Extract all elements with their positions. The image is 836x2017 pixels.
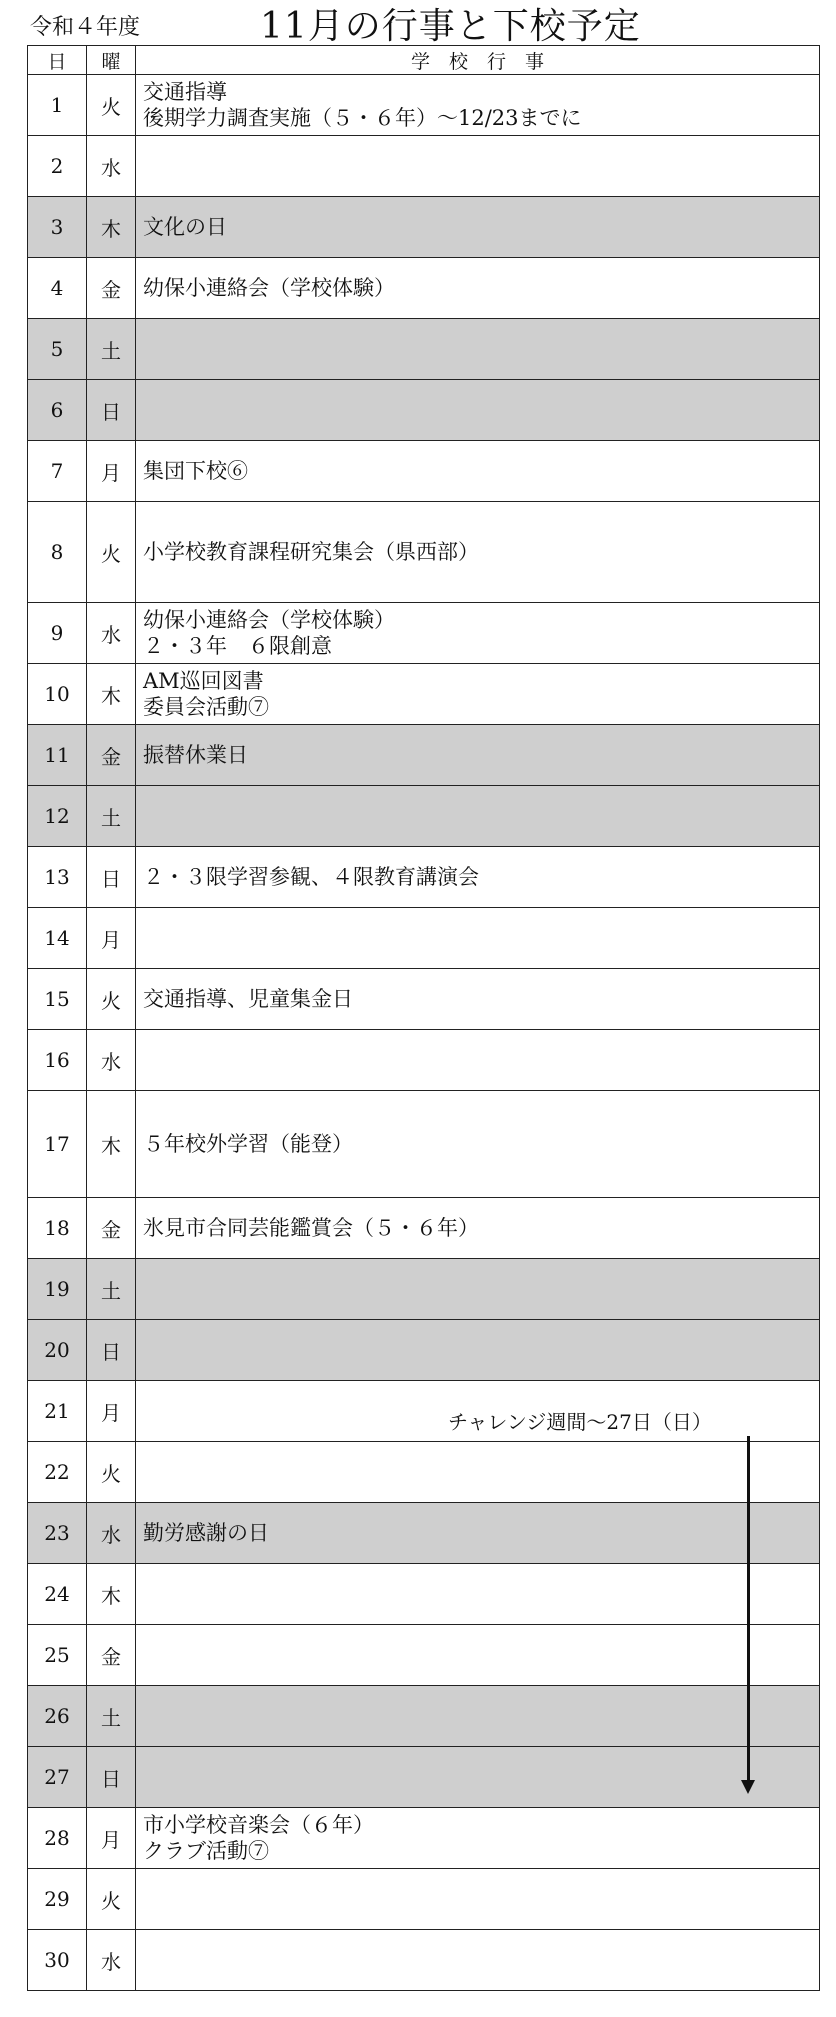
day-cell: 15: [28, 969, 87, 1030]
day-cell: 3: [28, 197, 87, 258]
day-cell: 30: [28, 1930, 87, 1991]
events-cell: [136, 1686, 820, 1747]
events-cell: [136, 197, 820, 258]
event-text: ２・３限学習参観、４限教育講演会: [143, 865, 479, 889]
events-cell: [136, 664, 820, 725]
col-header-events: 学 校 行 事: [136, 46, 820, 75]
weekday-cell: 月: [87, 1381, 136, 1442]
events-cell: [136, 1442, 820, 1503]
weekday-cell: 日: [87, 1320, 136, 1381]
event-text: 交通指導、児童集金日: [143, 987, 353, 1011]
day-cell: 9: [28, 603, 87, 664]
table-row: [28, 1869, 820, 1930]
table-row: [28, 786, 820, 847]
events-cell: [136, 1747, 820, 1808]
event-text: クラブ活動⑦: [143, 1839, 269, 1863]
day-cell: 29: [28, 1869, 87, 1930]
weekday-cell: 水: [87, 1503, 136, 1564]
weekday-cell: 日: [87, 1747, 136, 1808]
weekday-cell: 火: [87, 1442, 136, 1503]
table-row: [28, 1442, 820, 1503]
table-row: [28, 847, 820, 908]
day-cell: 28: [28, 1808, 87, 1869]
table-row: [28, 603, 820, 664]
table-row: [28, 908, 820, 969]
day-cell: 11: [28, 725, 87, 786]
events-cell: [136, 1808, 820, 1869]
weekday-cell: 日: [87, 380, 136, 441]
page-title: 11月の行事と下校予定: [260, 6, 641, 47]
events-cell: [136, 1503, 820, 1564]
table-row: [28, 1320, 820, 1381]
weekday-cell: 月: [87, 908, 136, 969]
day-cell: 4: [28, 258, 87, 319]
event-text: 幼保小連絡会（学校体験）: [143, 276, 395, 300]
day-cell: 17: [28, 1091, 87, 1198]
table-row: [28, 1625, 820, 1686]
weekday-cell: 月: [87, 1808, 136, 1869]
day-cell: 2: [28, 136, 87, 197]
events-cell: [136, 75, 820, 136]
events-cell: [136, 380, 820, 441]
events-cell: [136, 1198, 820, 1259]
event-text: 氷見市合同芸能鑑賞会（５・６年）: [143, 1216, 479, 1240]
table-row: [28, 1686, 820, 1747]
table-row: [28, 664, 820, 725]
table-row: [28, 1930, 820, 1991]
weekday-cell: 水: [87, 603, 136, 664]
weekday-cell: 火: [87, 969, 136, 1030]
day-cell: 25: [28, 1625, 87, 1686]
events-cell: [136, 908, 820, 969]
event-text: 交通指導: [143, 80, 227, 104]
day-cell: 12: [28, 786, 87, 847]
table-row: [28, 75, 820, 136]
challenge-week-label: チャレンジ週間～27日（日）: [448, 1410, 712, 1434]
table-row: [28, 319, 820, 380]
fiscal-year-label: 令和４年度: [30, 15, 141, 40]
weekday-cell: 水: [87, 1930, 136, 1991]
day-cell: 18: [28, 1198, 87, 1259]
events-cell: [136, 969, 820, 1030]
events-cell: [136, 1030, 820, 1091]
weekday-cell: 金: [87, 1625, 136, 1686]
weekday-cell: 水: [87, 136, 136, 197]
col-header-day: 日: [28, 46, 87, 75]
day-cell: 19: [28, 1259, 87, 1320]
events-cell: [136, 136, 820, 197]
events-cell: [136, 258, 820, 319]
event-text: 集団下校⑥: [143, 459, 248, 483]
table-row: [28, 136, 820, 197]
day-cell: 21: [28, 1381, 87, 1442]
day-cell: 20: [28, 1320, 87, 1381]
weekday-cell: 土: [87, 1686, 136, 1747]
weekday-cell: 木: [87, 1564, 136, 1625]
day-cell: 5: [28, 319, 87, 380]
table-row: [28, 725, 820, 786]
weekday-cell: 火: [87, 502, 136, 603]
table-row: [28, 1808, 820, 1869]
event-text: 小学校教育課程研究集会（県西部）: [143, 540, 479, 564]
weekday-cell: 金: [87, 1198, 136, 1259]
day-cell: 23: [28, 1503, 87, 1564]
table-row: [28, 197, 820, 258]
table-row: [28, 258, 820, 319]
day-cell: 7: [28, 441, 87, 502]
weekday-cell: 月: [87, 441, 136, 502]
table-row: [28, 502, 820, 603]
weekday-cell: 金: [87, 725, 136, 786]
day-cell: 8: [28, 502, 87, 603]
events-cell: [136, 786, 820, 847]
events-cell: [136, 441, 820, 502]
day-cell: 1: [28, 75, 87, 136]
weekday-cell: 土: [87, 1259, 136, 1320]
table-row: [28, 1564, 820, 1625]
events-cell: [136, 1091, 820, 1198]
events-cell: [136, 725, 820, 786]
weekday-cell: 日: [87, 847, 136, 908]
day-cell: 24: [28, 1564, 87, 1625]
table-row: [28, 1503, 820, 1564]
day-cell: 14: [28, 908, 87, 969]
weekday-cell: 木: [87, 1091, 136, 1198]
events-cell: [136, 1564, 820, 1625]
day-cell: 26: [28, 1686, 87, 1747]
events-cell: [136, 1869, 820, 1930]
event-text: 振替休業日: [143, 743, 248, 767]
weekday-cell: 金: [87, 258, 136, 319]
event-text: ５年校外学習（能登）: [143, 1132, 353, 1156]
weekday-cell: 木: [87, 197, 136, 258]
challenge-week-arrow: [747, 1436, 750, 1782]
table-row: [28, 1198, 820, 1259]
schedule-table: [27, 45, 820, 1991]
event-text: 委員会活動⑦: [143, 695, 269, 719]
weekday-cell: 水: [87, 1030, 136, 1091]
weekday-cell: 木: [87, 664, 136, 725]
events-cell: [136, 603, 820, 664]
table-row: [28, 1259, 820, 1320]
day-cell: 10: [28, 664, 87, 725]
events-cell: [136, 319, 820, 380]
table-row: [28, 1747, 820, 1808]
event-text: ２・３年 ６限創意: [143, 634, 332, 658]
event-text: AM巡回図書: [143, 669, 264, 693]
event-text: 文化の日: [143, 215, 227, 239]
events-cell: [136, 1930, 820, 1991]
weekday-cell: 火: [87, 75, 136, 136]
event-text: 幼保小連絡会（学校体験）: [143, 608, 395, 632]
day-cell: 27: [28, 1747, 87, 1808]
weekday-cell: 土: [87, 786, 136, 847]
header-row: [28, 46, 820, 75]
events-cell: [136, 1625, 820, 1686]
table-row: [28, 969, 820, 1030]
arrow-head-icon: [741, 1780, 755, 1794]
col-header-weekday: 曜: [87, 46, 136, 75]
events-cell: [136, 1320, 820, 1381]
table-row: [28, 1091, 820, 1198]
events-cell: [136, 847, 820, 908]
weekday-cell: 火: [87, 1869, 136, 1930]
event-text: 勤労感謝の日: [143, 1521, 269, 1545]
day-cell: 22: [28, 1442, 87, 1503]
table-row: [28, 1030, 820, 1091]
events-cell: [136, 502, 820, 603]
weekday-cell: 土: [87, 319, 136, 380]
table-row: [28, 441, 820, 502]
table-row: [28, 380, 820, 441]
day-cell: 16: [28, 1030, 87, 1091]
event-text: 市小学校音楽会（６年）: [143, 1813, 374, 1837]
event-text: 後期学力調査実施（５・６年）～12/23までに: [143, 106, 582, 130]
day-cell: 6: [28, 380, 87, 441]
events-cell: [136, 1259, 820, 1320]
day-cell: 13: [28, 847, 87, 908]
